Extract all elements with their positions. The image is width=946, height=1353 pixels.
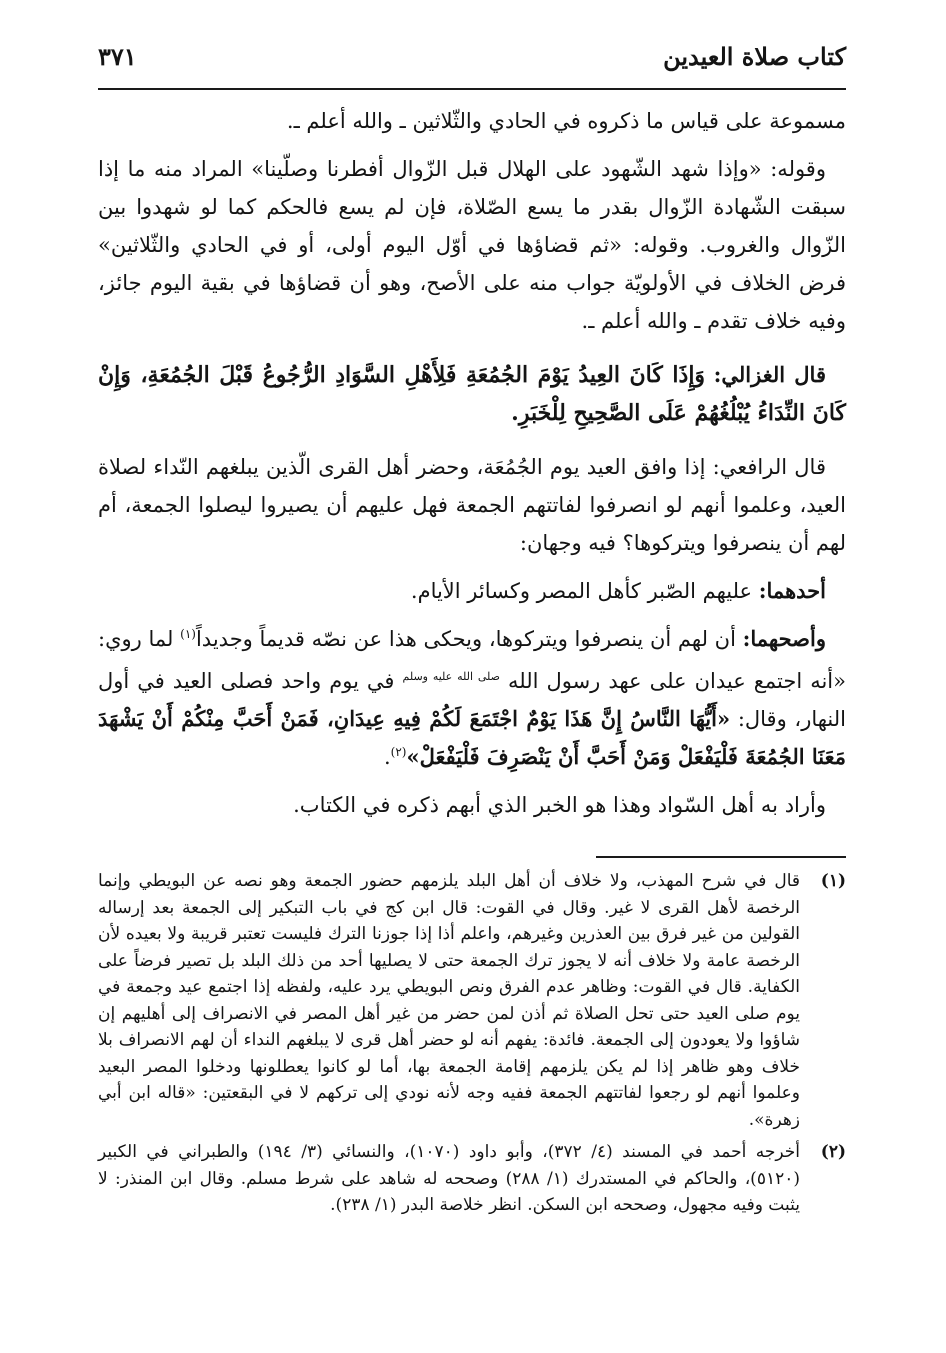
riwaya-text-a: لما روي: «أنه اجتمع عيدان على عهد رسول الله (98, 627, 846, 693)
salawat-mark: صلى الله عليه وسلم (402, 670, 501, 683)
ghazali-paragraph (98, 356, 846, 432)
footnote-ref-2[interactable]: (٢) (390, 745, 407, 759)
footnote-ref-1[interactable]: (١) (180, 627, 196, 641)
second-view-label: وأصحهما: (742, 626, 826, 651)
first-view-label: أحدهما: (758, 578, 826, 603)
final-paragraph: وأراد به أهل السّواد وهذا هو الخبر الذي أبهم ذكره في الكتاب. (293, 793, 826, 817)
paragraph-2: وقوله: «وإذا شهد الشّهود على الهلال قبل الزّوال أفطرنا وصلّينا» المراد منه ما إذا سبقت الشّهادة الزّوال بقدر ما يسع الصّلاة، فإن لم يسع فالحكم كما لو شهدوا بين الزّوال والغروب. وقوله: «ثم قضاؤها في أوّل اليوم أولى، أو في الحادي والثّلاثين» فرض الخلاف في الأولويّة جواب منه على الأصح، وهو أن قضاؤها في بقية اليوم جائز، وفيه خلاف تقدم ـ والله أعلم ـ. (98, 157, 846, 333)
second-view-text: أن لهم أن ينصرفوا ويتركوها، ويحكى هذا عن نصّه قديماً وجديداً (195, 627, 736, 651)
page-number: ٣٧١ (98, 42, 137, 71)
first-view-text: عليهم الصّبر كأهل المصر وكسائر الأيام. (410, 579, 753, 603)
riwaya-text-b: في يوم واحد فصلى العيد في أول النهار، وقال: (98, 669, 846, 731)
footnote-2 (98, 1139, 846, 1219)
page-header (98, 38, 846, 88)
footnote-text: أخرجه أحمد في المسند (٤/ ٣٧٢)، وأبو داود (١٠٧٠)، والنسائي (٣/ ١٩٤) والطبراني في الكبير (٥١٢٠)، والحاكم في المستدرك (١/ ٢٨٨) وصححه له شاهد على شرط مسلم. وقال ابن المنذر: لا يثبت وفيه مجهول، وصححه ابن السكن. انظر خلاصة البدر (١/ ٢٣٨). (98, 1142, 800, 1215)
main-text (98, 102, 846, 824)
ghazali-text: وَإِذَا كَانَ العِيدُ يَوْمَ الجُمُعَةِ فَلِأَهْلِ السَّوَادِ الرُّجُوعُ قَبْلَ الجُمُعَةِ، وَإِنْ كَانَ النِّدَاءُ يُبْلُغُهُمْ عَلَى الصَّحِيحِ لِلْخَبَرِ. (98, 362, 846, 426)
hadith-quote: «أَيُّهَا النَّاسُ إِنَّ هَذَا يَوْمٌ اجْتَمَعَ لَكُمْ فِيهِ عِيدَانِ، فَمَنْ أَحَبَّ مِنْكُمْ أَنْ يَشْهَدَ مَعَنَا الجُمُعَةَ فَلْيَفْعَلْ وَمَنْ أَحَبَّ أَنْ يَنْصَرِفَ فَلْيَفْعَلْ» (98, 706, 846, 769)
book-page (98, 38, 846, 1328)
footnote-rule (596, 856, 846, 858)
header-rule (98, 88, 846, 90)
rafii-paragraph: قال الرافعي: إذا وافق العيد يوم الجُمُعَة، وحضر أهل القرى الّذين يبلغهم النّداء لصلاة العيد، وعلموا أنهم لو انصرفوا لفاتتهم الجمعة فهل عليهم أن يصيروا ليصلوا الجمعة، أم لهم أن ينصرفوا ويتركوها؟ فيه وجهان: (98, 455, 846, 555)
footnote-number: (٢) (820, 1142, 846, 1162)
paragraph-1: مسموعة على قياس ما ذكروه في الحادي والثّلاثين ـ والله أعلم ـ. (286, 109, 846, 133)
footnote-text: قال في شرح المهذب، ولا خلاف أن أهل البلد يلزمهم حضور الجمعة وهو نصه عن البويطي وإنما الرخصة لأهل القرى لا غير. وقال في القوت: قال ابن كج في باب التبكير إلى الجمعة بعد إرساله القولين من غير فرق بين العذرين وغيرهم، واعلم أذا إذا جوزنا الترك فليست تعتبر قريبة ولا بعيده لأن الرخصة عامة ولا خلاف أنه لا يجوز ترك الجمعة حتى لا يصليها أحد من ذلك البلد بل تصير فرضاً على الكفاية. قال في القوت: وظاهر عدم الفرق ونص البويطي يرد عليه، ولفظه إذا اجتمع عيد وجمعة في يوم صلى العيد حتى تحل الصلاة ثم أذن لمن حضر من غير أهل المصر في الانصراف إلى أهليهم إن شاؤوا ولا يعودون إلى الجمعة. فائدة: يفهم أنه لو حضر أهل قرى لا يبلغهم النداء أن لهم الانصراف بلا خلاف وهو ظاهر إذا لم يكن يلزمهم إقامة الجمعة بها، أما لو كانوا يعطلونها ودخلوا المصر البعيد وعلموا أنهم لو رجعوا لفاتتهم الجمعة ففيه وجه لأنه نودي إلى تركهم لا في البقعتين: «قاله ابن أبي زهرة». (98, 871, 800, 1130)
second-view-paragraph: وأصحهما: أن لهم أن ينصرفوا ويتركوها، ويحكى هذا عن نصّه قديماً وجديداً$^{(١)}$ لما روي: «أنه اجتمع عيدان على عهد رسول الله $^{صلى الله عليه وسلم}$ في يوم واحد فصلى العيد في أول النهار، وقال: «أَيُّهَا النَّاسُ إِنَّ هَذَا يَوْمٌ اجْتَمَعَ لَكُمْ فِيهِ عِيدَانِ، فَمَنْ أَحَبَّ مِنْكُمْ أَنْ يَشْهَدَ مَعَنَا الجُمُعَةَ فَلْيَفْعَلْ وَمَنْ أَحَبَّ أَنْ يَنْصَرِفَ فَلْيَفْعَلْ»$^{(٢)}$. (98, 626, 846, 769)
chapter-title: كتاب صلاة العيدين (663, 42, 846, 71)
ghazali-label: قال الغزالي: (713, 362, 826, 387)
footnotes-section (98, 856, 846, 1225)
footnote-number: (١) (820, 871, 846, 891)
footnote-1 (98, 868, 846, 1133)
first-view-paragraph (98, 572, 846, 610)
